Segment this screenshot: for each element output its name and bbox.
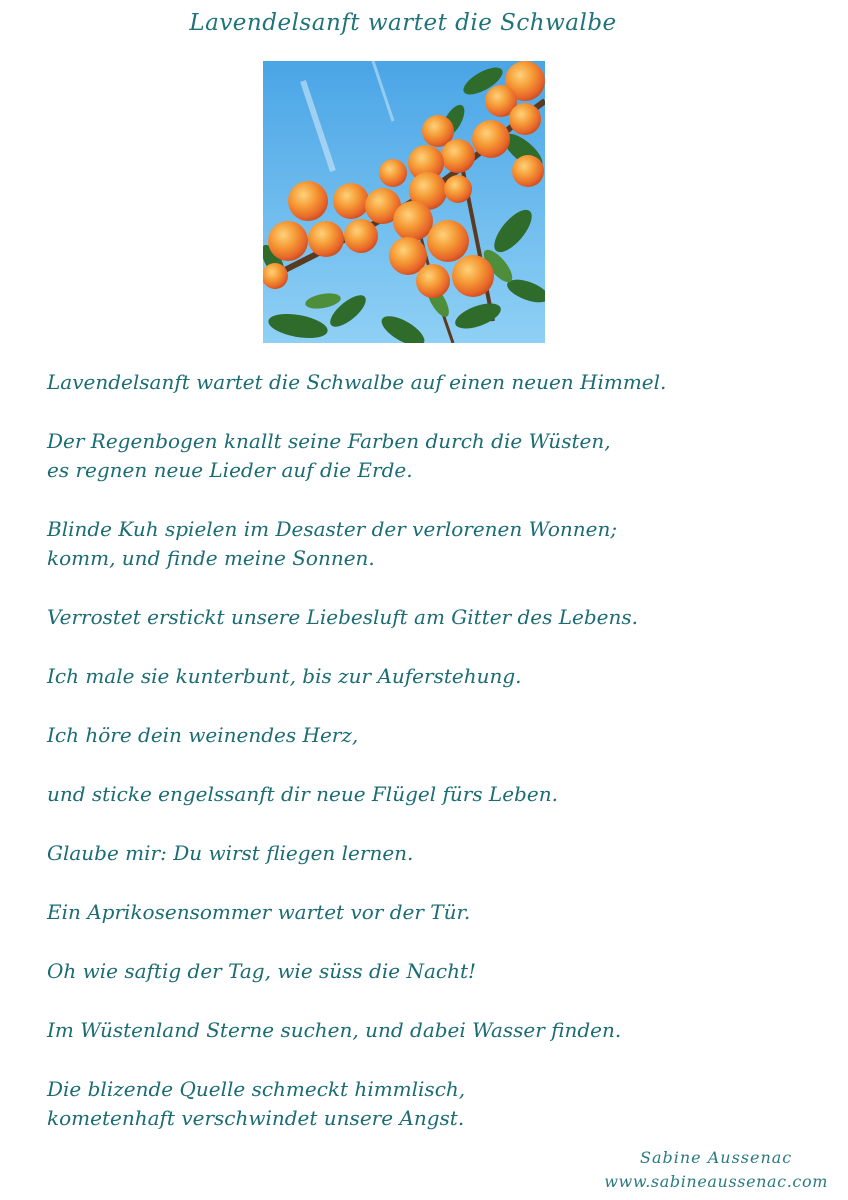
poem-line: Lavendelsanft wartet die Schwalbe auf einen neuen Himmel. bbox=[47, 370, 667, 394]
poem-line: kometenhaft verschwindet unsere Angst. bbox=[47, 1106, 465, 1130]
stanza bbox=[47, 957, 807, 986]
stanza bbox=[47, 839, 807, 868]
poem-body bbox=[47, 368, 807, 1163]
stanza bbox=[47, 1016, 807, 1045]
poem-line: Ich höre dein weinendes Herz, bbox=[47, 723, 359, 747]
stanza bbox=[47, 368, 807, 397]
poem-line: Ein Aprikosensommer wartet vor der Tür. bbox=[47, 900, 471, 924]
apricot-photo bbox=[263, 61, 545, 343]
stanza bbox=[47, 515, 807, 573]
stanza bbox=[47, 898, 807, 927]
stanza bbox=[47, 780, 807, 809]
poem-line: Glaube mir: Du wirst fliegen lernen. bbox=[47, 841, 414, 865]
poem-line: und sticke engelssanft dir neue Flügel fürs Leben. bbox=[47, 782, 558, 806]
author-name: Sabine Aussenac bbox=[639, 1148, 793, 1167]
poem-line: Der Regenbogen knallt seine Farben durch die Wüsten, bbox=[47, 429, 611, 453]
poem-line: Verrostet erstickt unsere Liebesluft am Gitter des Lebens. bbox=[47, 605, 639, 629]
signature bbox=[604, 1146, 828, 1194]
stanza bbox=[47, 603, 807, 632]
stanza bbox=[47, 427, 807, 485]
stanza bbox=[47, 1075, 807, 1133]
poem-line: es regnen neue Lieder auf die Erde. bbox=[47, 458, 413, 482]
poem-line: komm, und finde meine Sonnen. bbox=[47, 546, 375, 570]
stanza bbox=[47, 662, 807, 691]
poem-title: Lavendelsanft wartet die Schwalbe bbox=[189, 10, 617, 36]
poem-line: Blinde Kuh spielen im Desaster der verlorenen Wonnen; bbox=[47, 517, 618, 541]
stanza bbox=[47, 721, 807, 750]
author-website: www.sabineaussenac.com bbox=[604, 1172, 828, 1191]
poem-line: Oh wie saftig der Tag, wie süss die Nacht! bbox=[47, 959, 477, 983]
apricot-branch-illustration bbox=[263, 61, 545, 343]
poem-line: Ich male sie kunterbunt, bis zur Auferstehung. bbox=[47, 664, 522, 688]
poem-line: Im Wüstenland Sterne suchen, und dabei Wasser finden. bbox=[47, 1018, 622, 1042]
poem-line: Die blizende Quelle schmeckt himmlisch, bbox=[47, 1077, 466, 1101]
